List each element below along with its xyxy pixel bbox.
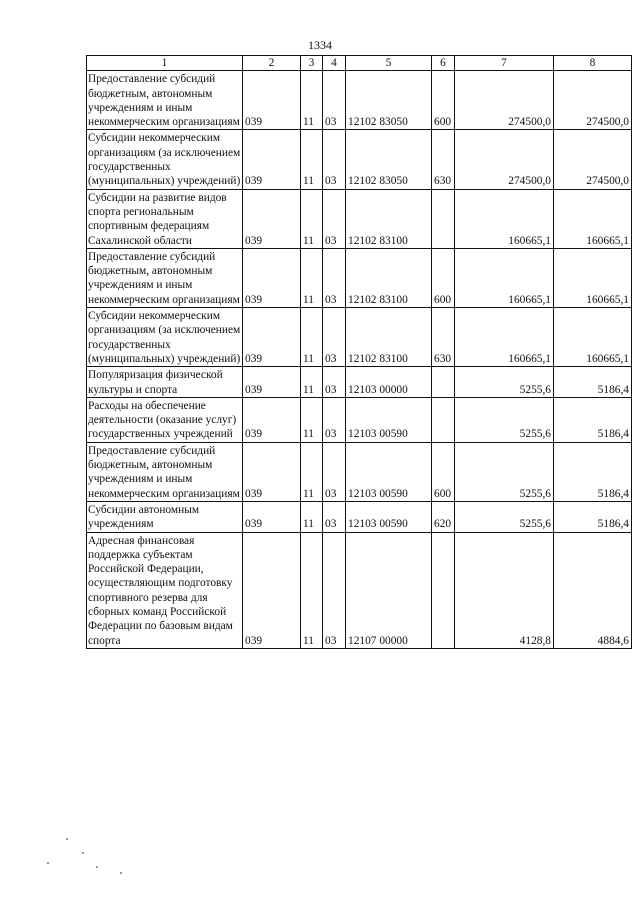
column-header: 3 (301, 56, 323, 71)
row-amount-year2: 274500,0 (554, 71, 632, 130)
row-name: Субсидии некоммерческим организациям (за исключением государственных (муниципальных) учреждений) (87, 130, 243, 189)
scan-speck (66, 838, 68, 840)
column-header: 4 (323, 56, 346, 71)
row-code-ministry: 039 (243, 248, 301, 307)
table-row (87, 71, 632, 130)
row-amount-year1: 5255,6 (455, 397, 554, 442)
column-header: 5 (346, 56, 432, 71)
column-header: 6 (432, 56, 455, 71)
row-amount-year2: 5186,4 (554, 397, 632, 442)
row-name: Субсидии на развитие видов спорта региональным спортивным федерациям Сахалинской области (87, 189, 243, 248)
table-row (87, 532, 632, 648)
scan-speck (47, 862, 49, 864)
row-code-ministry: 039 (243, 397, 301, 442)
row-code-subsection: 03 (323, 532, 346, 648)
row-code-ministry: 039 (243, 501, 301, 532)
row-code-target: 12102 83100 (346, 189, 432, 248)
row-name: Предоставление субсидий бюджетным, автономным учреждениям и иным некоммерческим организациям (87, 248, 243, 307)
row-code-section: 11 (301, 130, 323, 189)
row-amount-year2: 160665,1 (554, 248, 632, 307)
row-amount-year1: 160665,1 (455, 248, 554, 307)
row-code-subsection: 03 (323, 308, 346, 367)
row-code-expense-type (432, 367, 455, 398)
row-code-subsection: 03 (323, 442, 346, 501)
table-row (87, 367, 632, 398)
row-code-section: 11 (301, 189, 323, 248)
row-amount-year2: 160665,1 (554, 189, 632, 248)
row-code-target: 12103 00590 (346, 397, 432, 442)
table-row (87, 397, 632, 442)
row-code-expense-type (432, 532, 455, 648)
row-code-target: 12102 83050 (346, 71, 432, 130)
row-code-subsection: 03 (323, 367, 346, 398)
row-code-ministry: 039 (243, 189, 301, 248)
row-code-target: 12107 00000 (346, 532, 432, 648)
row-code-target: 12103 00590 (346, 442, 432, 501)
row-code-subsection: 03 (323, 397, 346, 442)
column-header: 8 (554, 56, 632, 71)
row-name: Предоставление субсидий бюджетным, автономным учреждениям и иным некоммерческим организациям (87, 442, 243, 501)
row-code-ministry: 039 (243, 367, 301, 398)
row-code-section: 11 (301, 308, 323, 367)
row-name: Субсидии некоммерческим организациям (за исключением государственных (муниципальных) учреждений) (87, 308, 243, 367)
row-code-ministry: 039 (243, 532, 301, 648)
table-row (87, 189, 632, 248)
row-code-section: 11 (301, 532, 323, 648)
row-amount-year2: 5186,4 (554, 367, 632, 398)
scan-speck (120, 872, 122, 874)
row-amount-year1: 4128,8 (455, 532, 554, 648)
row-name: Популяризация физической культуры и спорта (87, 367, 243, 398)
row-code-section: 11 (301, 71, 323, 130)
table-row (87, 130, 632, 189)
row-amount-year1: 5255,6 (455, 367, 554, 398)
row-amount-year2: 160665,1 (554, 308, 632, 367)
row-amount-year1: 160665,1 (455, 189, 554, 248)
row-amount-year1: 160665,1 (455, 308, 554, 367)
row-name: Расходы на обеспечение деятельности (оказание услуг) государственных учреждений (87, 397, 243, 442)
row-name: Предоставление субсидий бюджетным, автономным учреждениям и иным некоммерческим организациям (87, 71, 243, 130)
table-row (87, 442, 632, 501)
row-code-section: 11 (301, 367, 323, 398)
row-code-target: 12102 83050 (346, 130, 432, 189)
row-amount-year2: 5186,4 (554, 501, 632, 532)
row-code-expense-type (432, 189, 455, 248)
row-code-expense-type: 600 (432, 248, 455, 307)
row-code-section: 11 (301, 501, 323, 532)
scan-speck (96, 866, 98, 868)
row-code-expense-type: 630 (432, 130, 455, 189)
row-code-ministry: 039 (243, 71, 301, 130)
table-row (87, 248, 632, 307)
row-amount-year1: 5255,6 (455, 501, 554, 532)
column-header: 1 (87, 56, 243, 71)
row-code-expense-type: 630 (432, 308, 455, 367)
row-code-ministry: 039 (243, 130, 301, 189)
column-header: 2 (243, 56, 301, 71)
row-code-expense-type: 600 (432, 442, 455, 501)
row-code-subsection: 03 (323, 189, 346, 248)
budget-table (86, 55, 632, 649)
row-code-expense-type (432, 397, 455, 442)
row-amount-year2: 4884,6 (554, 532, 632, 648)
row-code-section: 11 (301, 442, 323, 501)
row-amount-year1: 274500,0 (455, 71, 554, 130)
row-amount-year2: 5186,4 (554, 442, 632, 501)
row-code-expense-type: 600 (432, 71, 455, 130)
row-code-expense-type: 620 (432, 501, 455, 532)
scan-speck (82, 852, 84, 854)
row-amount-year2: 274500,0 (554, 130, 632, 189)
table-row (87, 308, 632, 367)
column-header: 7 (455, 56, 554, 71)
row-code-target: 12102 83100 (346, 308, 432, 367)
row-code-section: 11 (301, 397, 323, 442)
row-code-ministry: 039 (243, 308, 301, 367)
row-code-section: 11 (301, 248, 323, 307)
row-code-subsection: 03 (323, 130, 346, 189)
header-row (87, 56, 632, 71)
table-row (87, 501, 632, 532)
row-code-ministry: 039 (243, 442, 301, 501)
row-amount-year1: 274500,0 (455, 130, 554, 189)
row-code-target: 12103 00590 (346, 501, 432, 532)
row-amount-year1: 5255,6 (455, 442, 554, 501)
row-code-subsection: 03 (323, 71, 346, 130)
row-code-subsection: 03 (323, 248, 346, 307)
row-name: Субсидии автономным учреждениям (87, 501, 243, 532)
row-name: Адресная финансовая поддержка субъектам Российской Федерации, осуществляющим подготовку спортивного резерва для сборных команд Российской Федерации по базовым видам спорта (87, 532, 243, 648)
row-code-target: 12102 83100 (346, 248, 432, 307)
row-code-subsection: 03 (323, 501, 346, 532)
row-code-target: 12103 00000 (346, 367, 432, 398)
page-number: 1334 (308, 38, 332, 52)
